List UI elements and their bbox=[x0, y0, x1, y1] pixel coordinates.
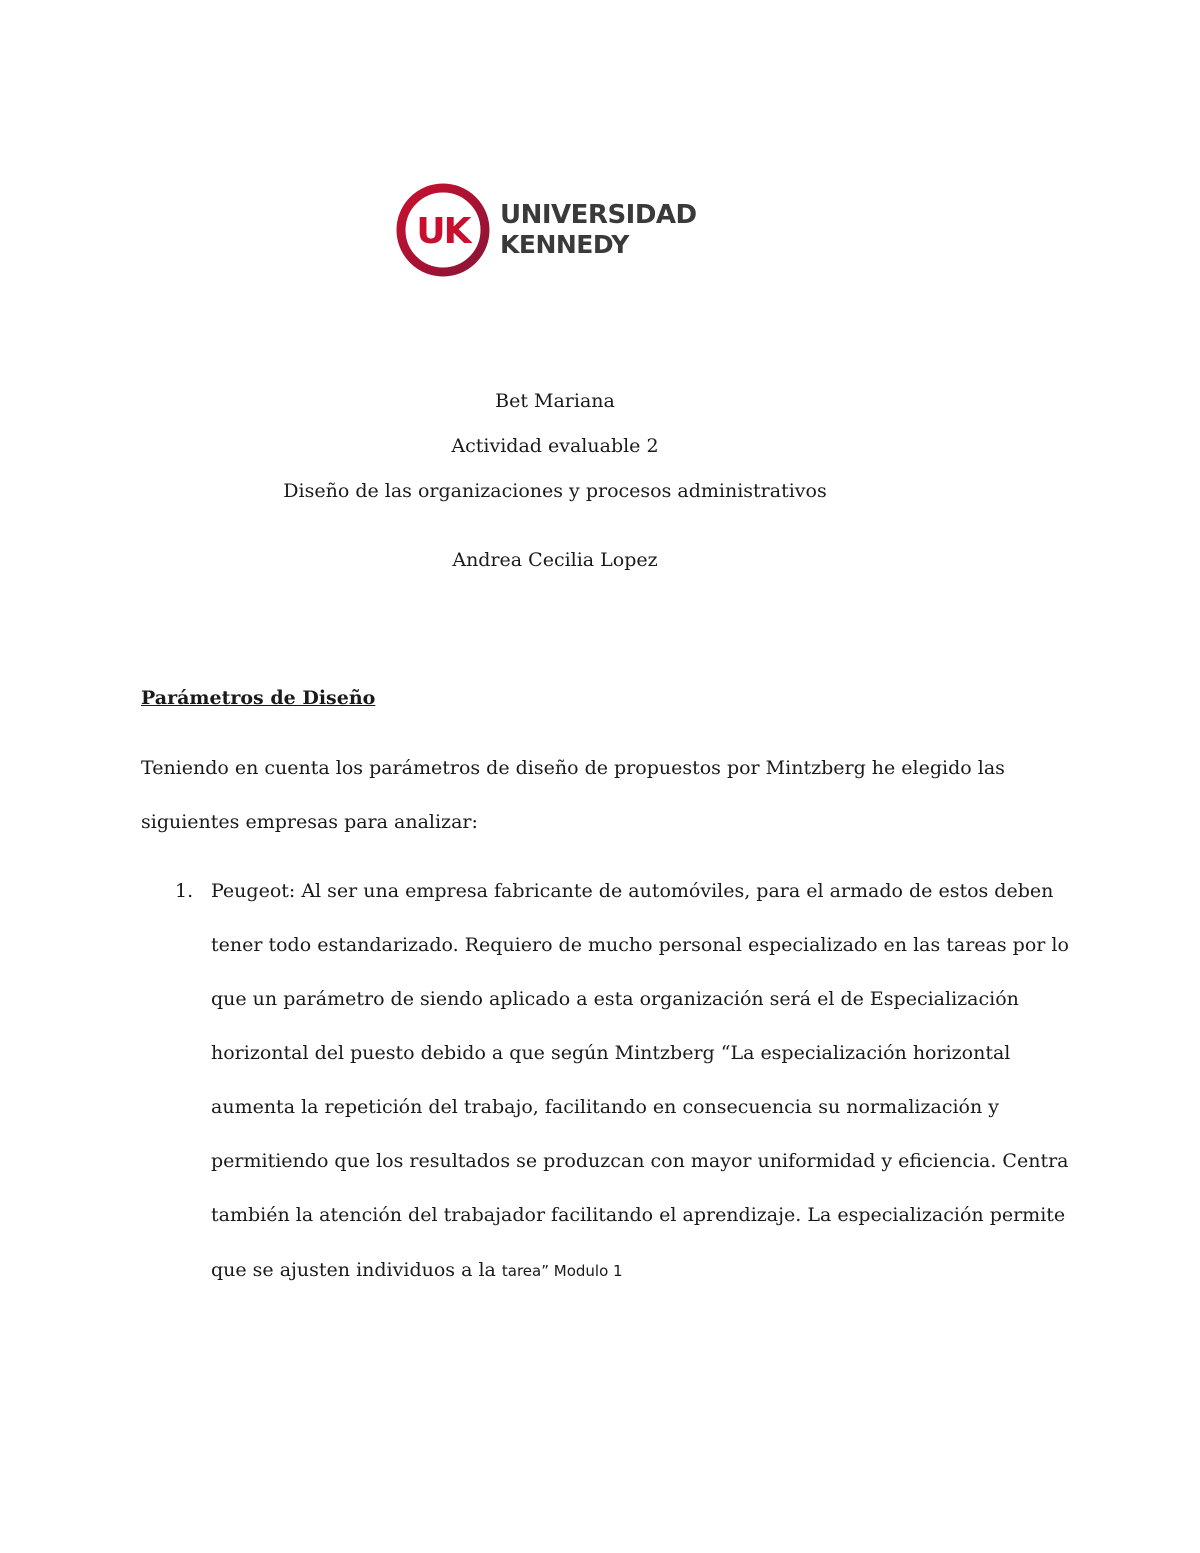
list-item-line-3: que un parámetro de siendo aplicado a esta organización será el de Especialización bbox=[211, 988, 1019, 1010]
list-item-line-1: Peugeot: Al ser una empresa fabricante de automóviles, para el armado de estos deben bbox=[211, 880, 1054, 902]
svg-text:UK: UK bbox=[416, 211, 470, 252]
list-item-line-7: también la atención del trabajador facilitando el aprendizaje. La especialización permite bbox=[211, 1204, 1066, 1226]
list-item-number: 1. bbox=[175, 880, 194, 902]
logo-word-kennedy: KENNEDY bbox=[500, 230, 629, 259]
citation-reference: tarea” Modulo 1 bbox=[501, 1262, 623, 1280]
student-name: Bet Mariana bbox=[495, 390, 615, 412]
universidad-kennedy-logo bbox=[396, 183, 696, 279]
list-item-line-4: horizontal del puesto debido a que según Mintzberg “La especialización horizontal bbox=[211, 1042, 1011, 1064]
list-item-line-8-serif: que se ajusten individuos a la bbox=[211, 1259, 502, 1281]
uk-monogram-icon bbox=[396, 183, 490, 277]
intro-line-2: siguientes empresas para analizar: bbox=[141, 811, 478, 833]
section-heading: Parámetros de Diseño bbox=[141, 687, 376, 709]
list-item-line-2: tener todo estandarizado. Requiero de mucho personal especializado en las tareas por lo bbox=[211, 934, 1069, 956]
list-item-line-6: permitiendo que los resultados se produzcan con mayor uniformidad y eficiencia. Centra bbox=[211, 1150, 1069, 1172]
teacher-name: Andrea Cecilia Lopez bbox=[452, 549, 658, 571]
list-item-line-8 bbox=[211, 1258, 623, 1283]
intro-line-1: Teniendo en cuenta los parámetros de diseño de propuestos por Mintzberg he elegido las bbox=[141, 757, 1005, 779]
course-name: Diseño de las organizaciones y procesos administrativos bbox=[283, 480, 827, 502]
logo-word-universidad: UNIVERSIDAD bbox=[500, 200, 697, 230]
activity-title: Actividad evaluable 2 bbox=[451, 435, 659, 457]
list-item-line-5: aumenta la repetición del trabajo, facilitando en consecuencia su normalización y bbox=[211, 1096, 999, 1118]
